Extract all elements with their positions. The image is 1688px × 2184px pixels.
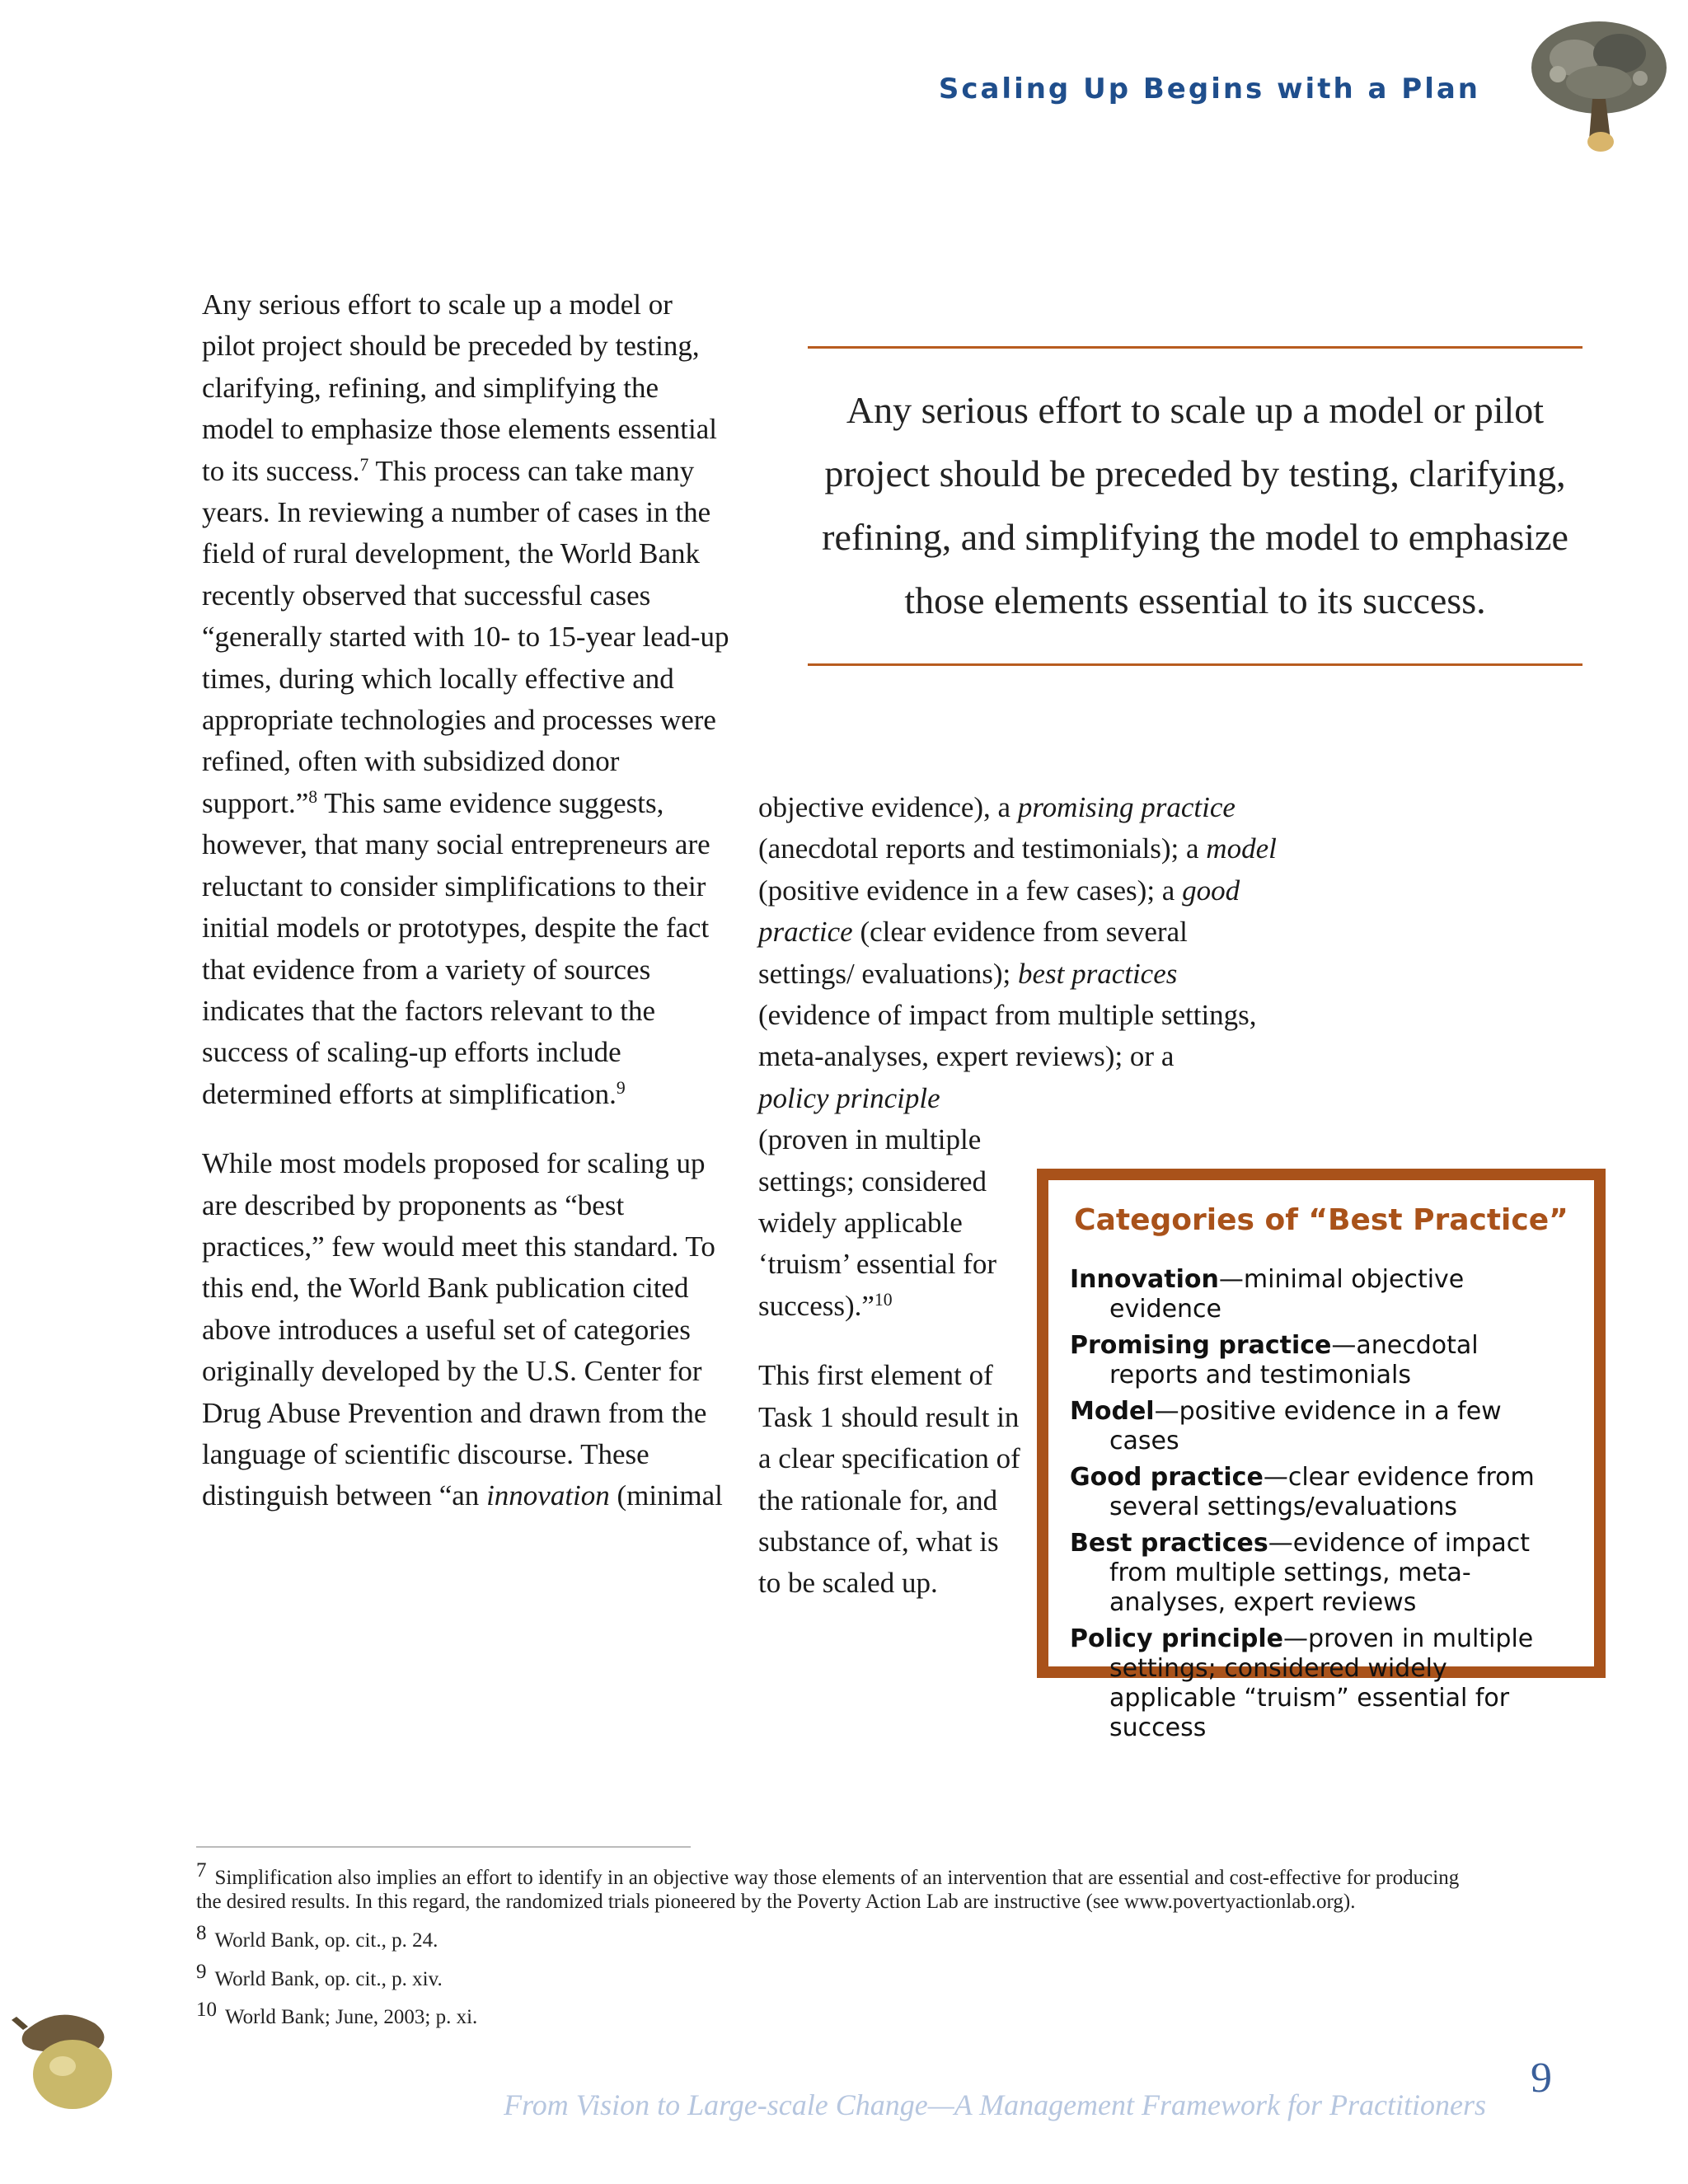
footnote: 9 World Bank, op. cit., p. xiv. <box>196 1960 443 1990</box>
paragraph-categories: objective evidence), a promising practice (anecdotal reports and testimonials); a model (positive evidence in a few cases); a good practice (clear evidence from several settings/ evaluations); best practices (evidence of impact from multiple settings, meta-analyses, expert reviews); or a policy principle (proven in multiple settings; considered widely applicable ‘truism’ essential for success).”$^{10}$ <box>758 791 1277 1322</box>
footnote-ref-10[interactable]: 10 <box>874 1289 893 1310</box>
footnote: 8 World Bank, op. cit., p. 24. <box>196 1921 438 1952</box>
acorn-icon <box>8 1999 132 2114</box>
category-item: Innovation—minimal objective evidence <box>1070 1265 1465 1324</box>
footnote-ref-7[interactable]: 7 <box>359 454 369 475</box>
paragraph-simplification: Any serious effort to scale up a model or pilot project should be preceded by testing, clarifying, refining, and simplifying the model to emphasize those elements essential to its success.$^7$ This process can take many years. In reviewing a number of cases in the field of rural development, the World Bank recently observed that successful cases “generally started with 10- to 15-year lead-up times, during which locally effective and appropriate technologies and processes were refined, often with subsidized donor support.”$^8$ This same evidence suggests, however, that many social entrepreneurs are reluctant to consider simplifications to their initial models or prototypes, despite the fact that evidence from a variety of sources indicates that the factors relevant to the success of scaling-up efforts include determined efforts at simplification.$^9$ <box>202 288 729 1110</box>
category-item: Policy principle—proven in multiple settings; considered widely applicable “truism” essential for success <box>1070 1624 1534 1742</box>
footnote: 7 Simplification also implies an effort to identify in an objective way those elements of an intervention that are essential and cost-effective for producing the desired results. In this regard, the randomized trials pioneered by the Poverty Action Lab are instructive (see www.povertyactionlab.org). <box>196 1859 1460 1913</box>
footnote-divider <box>196 1846 691 1848</box>
footnote-ref-9[interactable]: 9 <box>616 1077 626 1098</box>
footnotes <box>196 1858 1482 2036</box>
footnote: 10 World Bank; June, 2003; p. xi. <box>196 1999 478 2028</box>
running-header: Scaling Up Begins with a Plan <box>938 73 1480 105</box>
paragraph-task1: This first element of Task 1 should result in a clear specification of the rationale for, and substance of, what is to be scaled up. <box>758 1359 1020 1600</box>
category-item: Good practice—clear evidence from several settings/evaluations <box>1070 1463 1535 1521</box>
paragraph-best-practices: While most models proposed for scaling up are described by proponents as “best practices,” few would meet this standard. To this end, the World Bank publication cited above introduces a useful set of categories originally developed by the U.S. Center for Drug Abuse Prevention and drawn from the language of scientific discourse. These distinguish between “an innovation (minimal <box>202 1147 723 1512</box>
pull-quote: Any serious effort to scale up a model or pilot project should be preceded by testing, clarifying, refining, and simplifying the model to emphasize those elements essential to its success. <box>808 346 1582 666</box>
footnote-ref-8[interactable]: 8 <box>308 786 318 807</box>
category-item: Promising practice—anecdotal reports and testimonials <box>1070 1331 1479 1390</box>
oak-tree-icon <box>1525 16 1673 157</box>
sidebar-title: Categories of “Best Practice” <box>1074 1203 1568 1237</box>
best-practice-sidebar <box>1037 1169 1606 1742</box>
running-footer: From Vision to Large-scale Change—A Management Framework for Practitioners <box>504 2088 1486 2121</box>
category-item: Model—positive evidence in a few cases <box>1070 1397 1502 1455</box>
page-number: 9 <box>1531 2055 1552 2102</box>
left-column <box>202 284 729 1545</box>
category-item: Best practices—evidence of impact from multiple settings, meta-analyses, expert reviews <box>1070 1529 1531 1617</box>
